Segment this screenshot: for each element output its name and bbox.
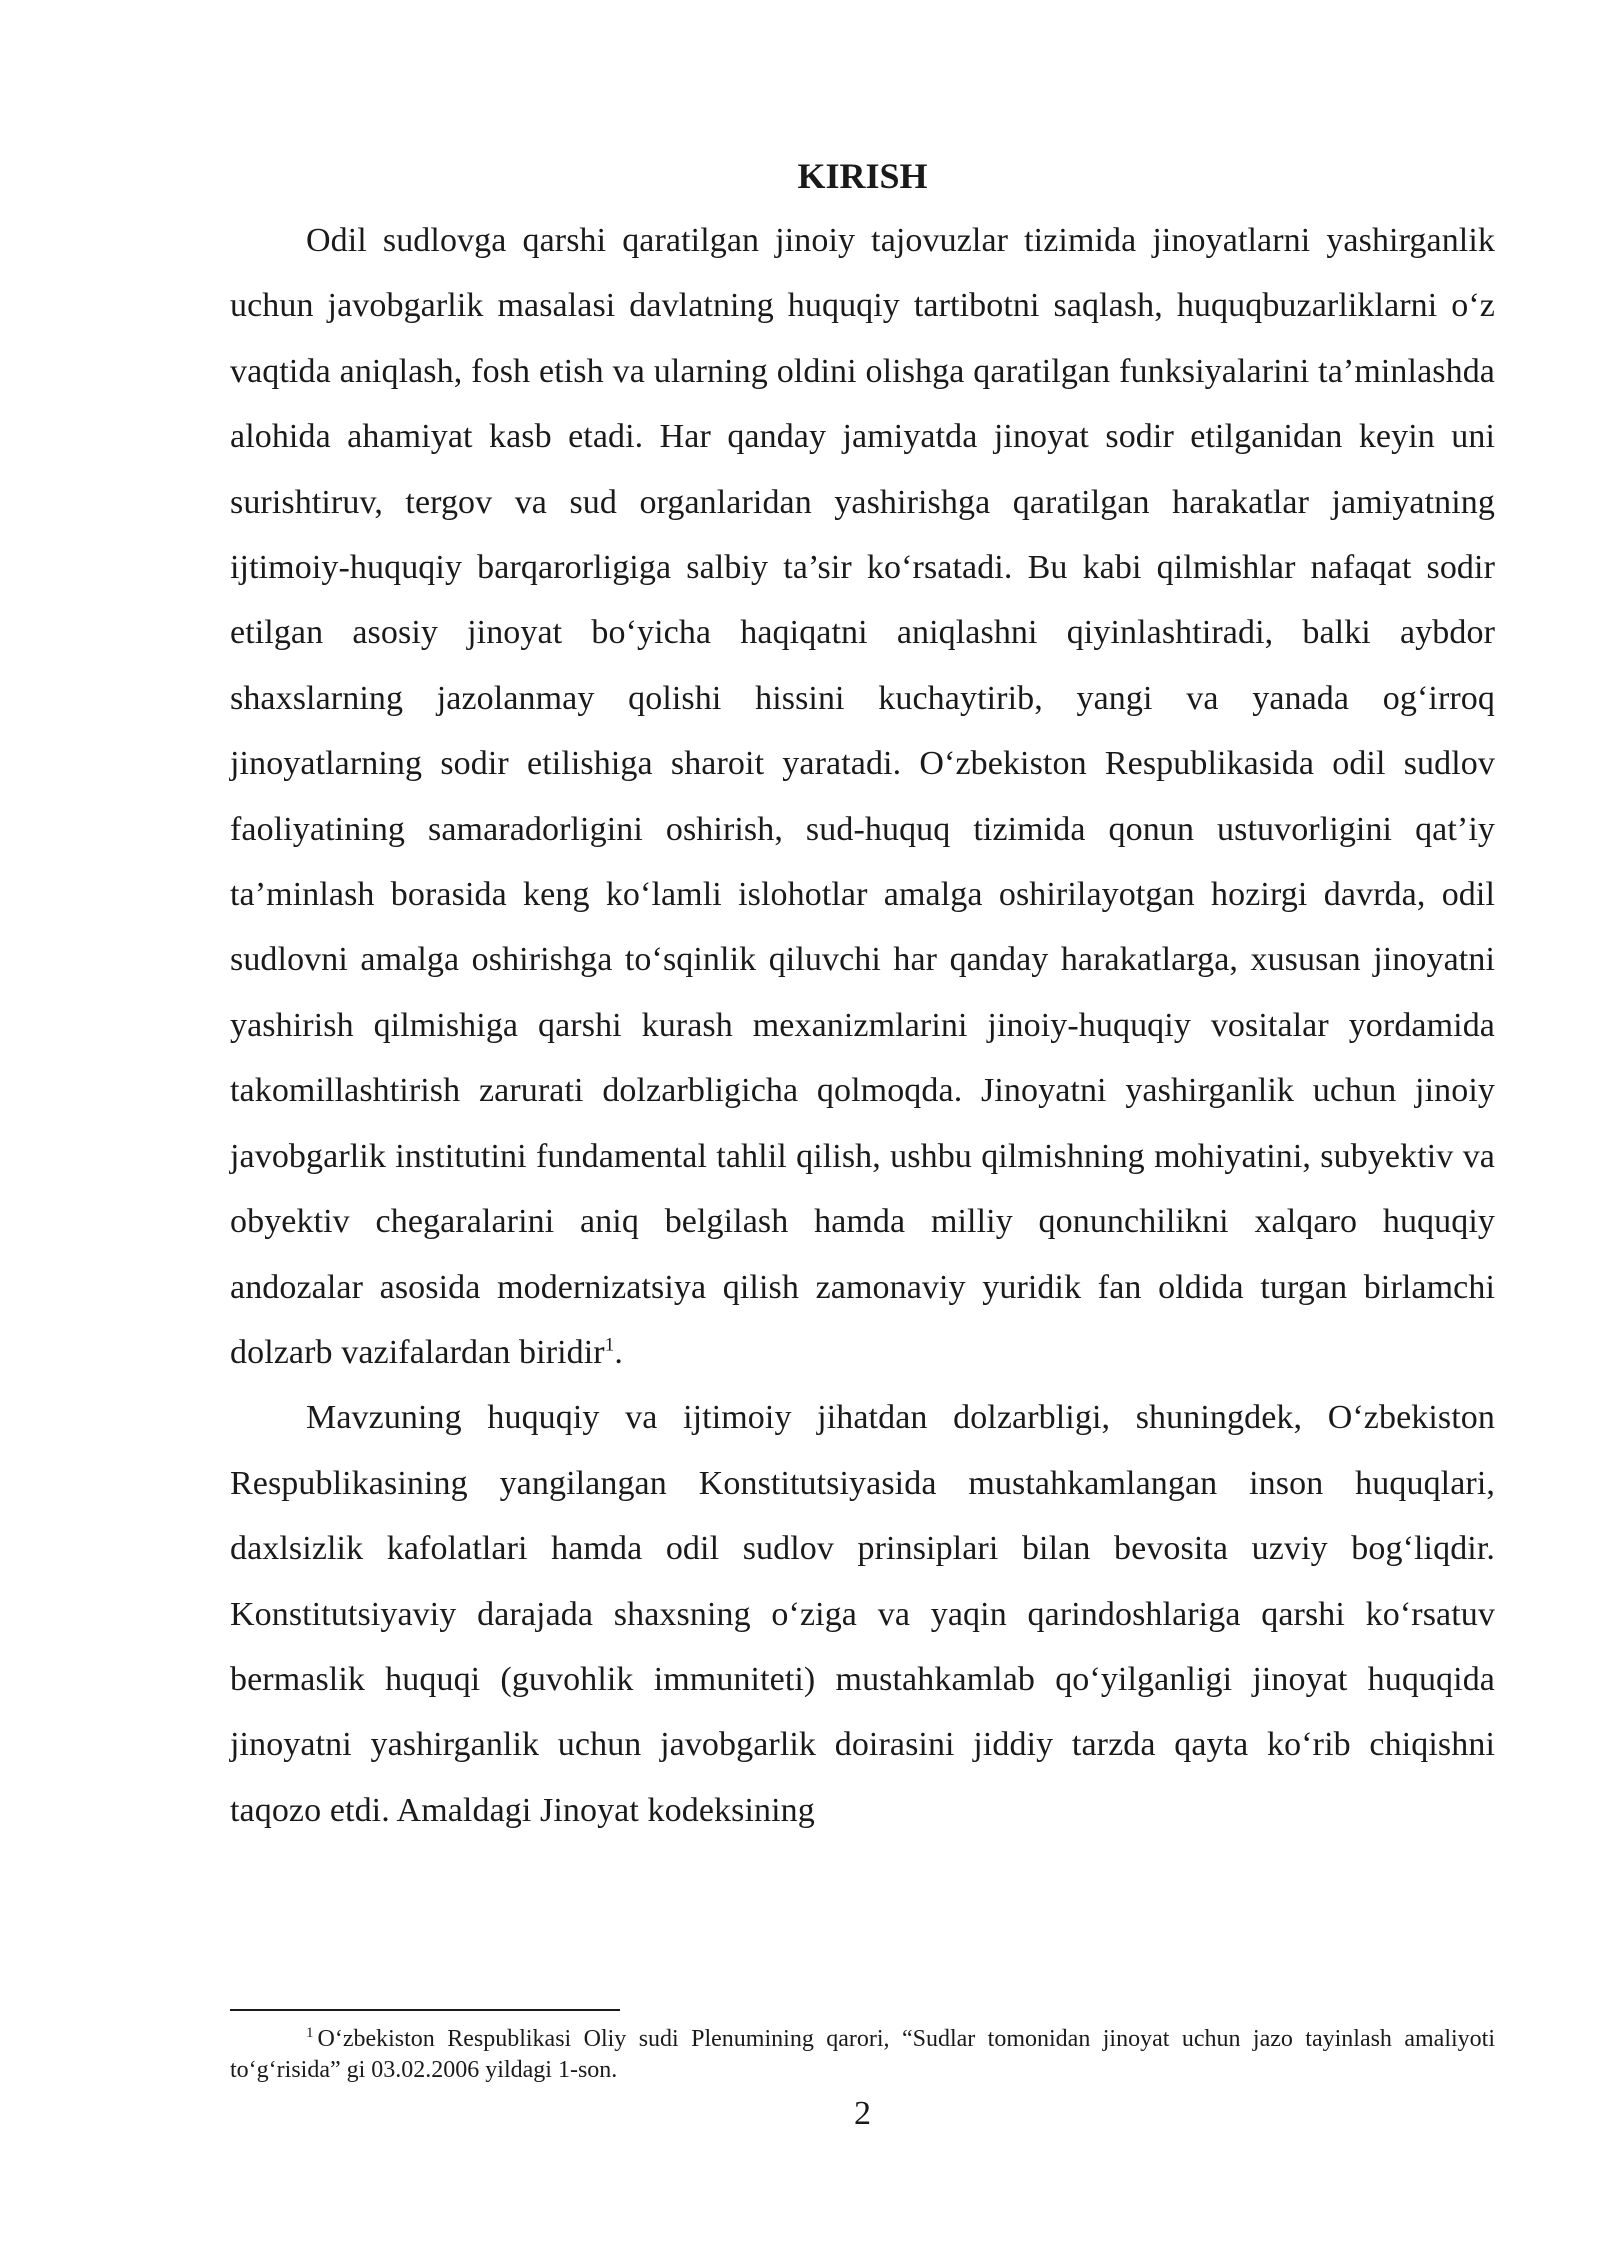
section-heading: KIRISH bbox=[797, 156, 928, 196]
footnote bbox=[230, 2024, 1495, 2086]
page-number: 2 bbox=[854, 2095, 871, 2132]
footnote-mark: 1 bbox=[306, 2025, 314, 2041]
paragraph-2 bbox=[230, 1385, 1495, 1843]
paragraph-1 bbox=[230, 208, 1495, 1385]
footnote-reference: 1 bbox=[604, 1334, 615, 1356]
paragraph-2-text: Mavzuning huquqiy va ijtimoiy jihatdan dolzarbligi, shuningdek, O‘zbekiston Respublikasining yangilangan Konstitutsiyasida mustahkamlangan inson huquqlari, daxlsizlik kafolatlari hamda odil sudlov prinsiplari bilan bevosita uzviy bog‘liqdir. Konstitutsiyaviy darajada shaxsning o‘ziga va yaqin qarindoshlariga qarshi ko‘rsatuv bermaslik huquqi (guvohlik immuniteti) mustahkamlab qo‘yilganligi jinoyat huquqida jinoyatni yashirganlik uchun javobgarlik doirasini jiddiy tarzda qayta ko‘rib chiqishni taqozo etdi. Amaldagi Jinoyat kodeksining bbox=[230, 1399, 1495, 1829]
body-text bbox=[230, 208, 1495, 1843]
paragraph-1-text: Odil sudlovga qarshi qaratilgan jinoiy tajovuzlar tizimida jinoyatlarni yashirganlik uchun javobgarlik masalasi davlatning huquqiy tartibotni saqlash, huquqbuzarliklarni o‘z vaqtida aniqlash, fosh etish va ularning oldini olishga qaratilgan funksiyalarini ta’minlashda alohida ahamiyat kasb etadi. Har qanday jamiyatda jinoyat sodir etilganidan keyin uni surishtiruv, tergov va sud organlaridan yashirishga qaratilgan harakatlar jamiyatning ijtimoiy-huquqiy barqarorligiga salbiy ta’sir ko‘rsatadi. Bu kabi qilmishlar nafaqat sodir etilgan asosiy jinoyat bo‘yicha haqiqatni aniqlashni qiyinlashtiradi, balki aybdor shaxslarning jazolanmay qolishi hissini kuchaytirib, yangi va yanada og‘irroq jinoyatlarning sodir etilishiga sharoit yaratadi. O‘zbekiston Respublikasida odil sudlov faoliyatining samaradorligini oshirish, sud-huquq tizimida qonun ustuvorligini qat’iy ta’minlash borasida keng ko‘lamli islohotlar amalga oshirilayotgan hozirgi davrda, odil sudlovni amalga oshirishga to‘sqinlik qiluvchi har qanday harakatlarga, xususan jinoyatni yashirish qilmishiga qarshi kurash mexanizmlarini jinoiy-huquqiy vositalar yordamida takomillashtirish zarurati dolzarbligicha qolmoqda. Jinoyatni yashirganlik uchun jinoiy javobgarlik institutini fundamental tahlil qilish, ushbu qilmishning mohiyatini, subyektiv va obyektiv chegaralarini aniq belgilash hamda milliy qonunchilikni xalqaro huquqiy andozalar asosida modernizatsiya qilish zamonaviy yuridik fan oldida turgan birlamchi dolzarb vazifalardan biridir bbox=[230, 222, 1495, 1371]
footnote-separator bbox=[230, 2009, 620, 2011]
footnote-text: O‘zbekiston Respublikasi Oliy sudi Plenumining qarori, “Sudlar tomonidan jinoyat uchun jazo tayinlash amaliyoti to‘g‘risida” gi 03.02.2006 yildagi 1-son. bbox=[230, 2026, 1495, 2083]
paragraph-1-trailing: . bbox=[614, 1333, 623, 1371]
